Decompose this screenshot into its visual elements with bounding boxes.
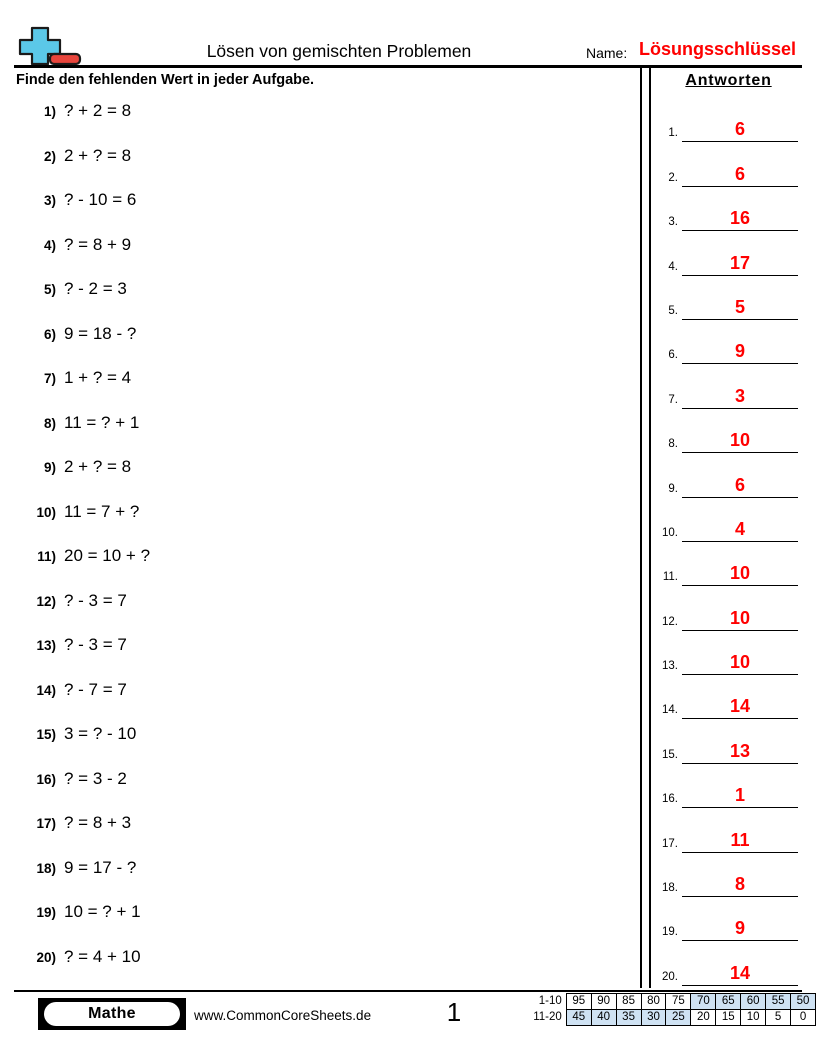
- answer-value: 6: [734, 119, 745, 140]
- answer-blank[interactable]: [682, 337, 798, 364]
- answer-number: 20.: [662, 970, 678, 983]
- answer-row: [652, 550, 804, 594]
- answer-row: [652, 417, 804, 461]
- grading-scale-row-label: 11-20: [533, 1011, 562, 1023]
- problem-number: 16): [36, 771, 56, 787]
- problem-number: 14): [36, 682, 56, 698]
- problem-equation: ? - 2 = 3: [64, 279, 127, 298]
- answer-value: 10: [729, 430, 751, 451]
- problem-number: 2): [43, 148, 56, 164]
- problem-number: 5): [43, 282, 56, 297]
- answer-number: 8.: [668, 438, 678, 451]
- answer-row: [652, 106, 804, 150]
- answer-value: 11: [730, 829, 750, 850]
- name-label: Name:: [586, 45, 628, 61]
- problem-number: 1): [43, 104, 56, 119]
- grading-scale-body: [519, 994, 816, 1026]
- plus-minus-icon: [14, 24, 88, 68]
- problem-number: 7): [43, 371, 56, 386]
- answer-blank[interactable]: [682, 559, 798, 586]
- instruction-text: Finde den fehlenden Wert in jeder Aufgabe.: [16, 72, 315, 88]
- problem-equation: ? - 3 = 7: [64, 590, 127, 610]
- problem-row: [14, 274, 614, 319]
- answer-value: 1: [734, 785, 745, 806]
- answer-number: 6.: [668, 349, 678, 362]
- answer-row: [652, 461, 804, 505]
- problem-row: [14, 96, 614, 141]
- answer-blank[interactable]: [682, 160, 798, 187]
- problem-row: [14, 541, 614, 586]
- answer-number: 2.: [668, 171, 678, 184]
- problem-row: [14, 497, 614, 542]
- answer-blank[interactable]: [682, 737, 798, 764]
- grading-scale-cell: 25: [666, 1010, 691, 1026]
- answer-row: [652, 372, 804, 416]
- problem-row: [14, 853, 614, 898]
- answer-value: 9: [734, 918, 745, 939]
- answer-value: 9: [734, 341, 745, 362]
- answer-blank[interactable]: [682, 604, 798, 631]
- answer-blank[interactable]: [682, 692, 798, 719]
- answer-number: 12.: [662, 615, 678, 628]
- answer-blank[interactable]: [682, 249, 798, 276]
- problem-number: 15): [36, 727, 56, 742]
- answer-value: 14: [729, 962, 751, 983]
- answer-number: 1.: [668, 127, 678, 140]
- problem-number: 4): [43, 237, 56, 253]
- problem-equation: ? = 8 + 9: [64, 234, 132, 254]
- grading-scale-cell: 30: [641, 1010, 666, 1026]
- answer-list: [652, 106, 804, 994]
- problem-row: [14, 719, 614, 764]
- answer-row: [652, 683, 804, 727]
- answer-row: [652, 594, 804, 638]
- problem-equation: ? = 3 - 2: [64, 768, 127, 788]
- answer-value: 10: [729, 607, 751, 628]
- answer-blank[interactable]: [682, 204, 798, 231]
- problem-number: 3): [43, 193, 56, 208]
- answer-value: 13: [729, 740, 751, 761]
- problem-number: 18): [36, 860, 56, 876]
- problem-row: [14, 897, 614, 942]
- grading-scale-cell: 95: [566, 994, 591, 1010]
- grading-scale-cell: 50: [791, 994, 816, 1010]
- answer-number: 15.: [662, 748, 678, 761]
- answer-blank[interactable]: [682, 471, 798, 498]
- answer-blank[interactable]: [682, 382, 798, 409]
- problem-row: [14, 408, 614, 453]
- grading-scale-cell: 40: [591, 1010, 616, 1026]
- problem-number: 8): [43, 415, 56, 431]
- grading-scale-cell: 70: [691, 994, 716, 1010]
- problem-row: [14, 630, 614, 675]
- answer-value: 4: [734, 518, 745, 539]
- problem-row: [14, 319, 614, 364]
- answer-number: 13.: [662, 660, 678, 673]
- problem-equation: ? - 3 = 7: [64, 635, 127, 654]
- problem-equation: 11 = 7 + ?: [64, 501, 140, 521]
- grading-scale-cell: 65: [716, 994, 741, 1010]
- answer-row: [652, 239, 804, 283]
- problem-row: [14, 675, 614, 720]
- answer-number: 3.: [668, 216, 678, 229]
- problem-number: 9): [43, 460, 56, 475]
- problem-equation: 1 + ? = 4: [64, 368, 132, 387]
- grading-scale-row: [519, 994, 816, 1010]
- answer-value: 16: [729, 208, 751, 229]
- answer-blank[interactable]: [682, 870, 798, 897]
- problem-equation: ? = 8 + 3: [64, 813, 132, 832]
- answer-key-badge: Lösungsschlüssel: [639, 39, 797, 59]
- answer-number: 14.: [662, 704, 678, 717]
- grading-scale-cell: 0: [791, 1010, 816, 1026]
- answer-row: [652, 150, 804, 194]
- problem-equation: 11 = ? + 1: [64, 412, 140, 432]
- grading-scale-cell: 15: [716, 1010, 741, 1026]
- problem-equation: 20 = 10 + ?: [64, 546, 151, 565]
- answer-value: 5: [734, 296, 745, 317]
- answer-value: 10: [729, 563, 751, 584]
- answer-row: [652, 861, 804, 905]
- grading-scale-row-label: 1-10: [538, 995, 562, 1007]
- grading-scale-cell: 90: [591, 994, 616, 1010]
- answer-value: 3: [734, 385, 745, 406]
- problem-number: 12): [36, 593, 56, 609]
- answer-row: [652, 328, 804, 372]
- brand-badge-label: Mathe: [44, 1002, 180, 1026]
- problem-number: 20): [36, 949, 56, 965]
- problem-row: [14, 808, 614, 853]
- answer-value: 6: [734, 163, 745, 184]
- problem-equation: ? = 4 + 10: [64, 946, 141, 966]
- grading-scale-table: [519, 993, 816, 1026]
- answer-value: 8: [734, 874, 745, 895]
- answer-value: 14: [729, 696, 751, 717]
- answer-number: 11.: [662, 571, 678, 584]
- answer-number: 17.: [662, 837, 678, 850]
- problem-equation: 2 + ? = 8: [64, 145, 132, 165]
- brand-badge: [38, 998, 186, 1030]
- answer-number: 9.: [668, 482, 678, 495]
- grading-scale-cell: 45: [566, 1010, 591, 1026]
- worksheet-header: [14, 24, 802, 68]
- answer-value: 17: [729, 252, 751, 273]
- answer-blank[interactable]: [682, 115, 798, 142]
- answer-row: [652, 949, 804, 993]
- problem-row: [14, 764, 614, 809]
- answer-blank[interactable]: [682, 515, 798, 542]
- problem-number: 13): [36, 638, 56, 653]
- grading-scale-row: [519, 1010, 816, 1026]
- answer-number: 16.: [662, 793, 678, 806]
- problem-row: [14, 363, 614, 408]
- answer-row: [652, 727, 804, 771]
- problem-row: [14, 586, 614, 631]
- grading-scale-cell: 20: [691, 1010, 716, 1026]
- answer-row: [652, 284, 804, 328]
- page-number: 1: [446, 997, 462, 1027]
- problem-row: [14, 942, 614, 987]
- answer-number: 19.: [662, 926, 678, 939]
- answer-blank[interactable]: [682, 826, 798, 853]
- answer-number: 7.: [668, 393, 678, 406]
- problem-number: 6): [43, 326, 56, 342]
- answer-number: 5.: [668, 304, 678, 317]
- answer-number: 10.: [662, 526, 678, 539]
- problem-number: 11): [37, 549, 56, 564]
- problem-equation: ? - 10 = 6: [64, 190, 137, 209]
- answer-number: 4.: [668, 260, 678, 273]
- problem-row: [14, 141, 614, 186]
- problem-equation: 9 = 17 - ?: [64, 857, 137, 877]
- problem-number: 19): [36, 905, 56, 920]
- grading-scale-cell: 5: [766, 1010, 791, 1026]
- answers-heading: Antworten: [685, 72, 772, 89]
- problem-equation: ? + 2 = 8: [64, 101, 132, 120]
- answer-blank[interactable]: [682, 293, 798, 320]
- answer-blank[interactable]: [682, 914, 798, 941]
- answer-number: 18.: [662, 882, 678, 895]
- grading-scale-cell: 35: [616, 1010, 641, 1026]
- problem-number: 10): [36, 504, 56, 520]
- grading-scale-cell: 55: [766, 994, 791, 1010]
- header-divider-rule: [14, 65, 802, 68]
- answer-blank[interactable]: [682, 426, 798, 453]
- grading-scale-cell: 75: [666, 994, 691, 1010]
- answer-value: 10: [729, 652, 751, 673]
- problem-row: [14, 452, 614, 497]
- answer-blank[interactable]: [682, 959, 798, 986]
- column-divider: [640, 68, 651, 988]
- site-url: www.CommonCoreSheets.de: [194, 1008, 372, 1023]
- answer-value: 6: [734, 474, 745, 495]
- grading-scale-cell: 85: [616, 994, 641, 1010]
- problem-equation: 2 + ? = 8: [64, 457, 132, 476]
- problem-row: [14, 230, 614, 275]
- answer-blank[interactable]: [682, 648, 798, 675]
- answer-blank[interactable]: [682, 781, 798, 808]
- problem-equation: ? - 7 = 7: [64, 679, 127, 699]
- problem-equation: 9 = 18 - ?: [64, 323, 137, 343]
- problem-number: 17): [36, 816, 56, 831]
- grading-scale-cell: 80: [641, 994, 666, 1010]
- answer-row: [652, 816, 804, 860]
- answer-row: [652, 639, 804, 683]
- answer-row: [652, 506, 804, 550]
- problem-row: [14, 185, 614, 230]
- grading-scale-cell: 10: [741, 1010, 766, 1026]
- answer-row: [652, 905, 804, 949]
- answer-row: [652, 772, 804, 816]
- problem-equation: 3 = ? - 10: [64, 724, 137, 743]
- answer-row: [652, 195, 804, 239]
- page-title: Lösen von gemischten Problemen: [206, 41, 472, 61]
- grading-scale-cell: 60: [741, 994, 766, 1010]
- problem-equation: 10 = ? + 1: [64, 902, 141, 921]
- problem-list: [14, 96, 614, 986]
